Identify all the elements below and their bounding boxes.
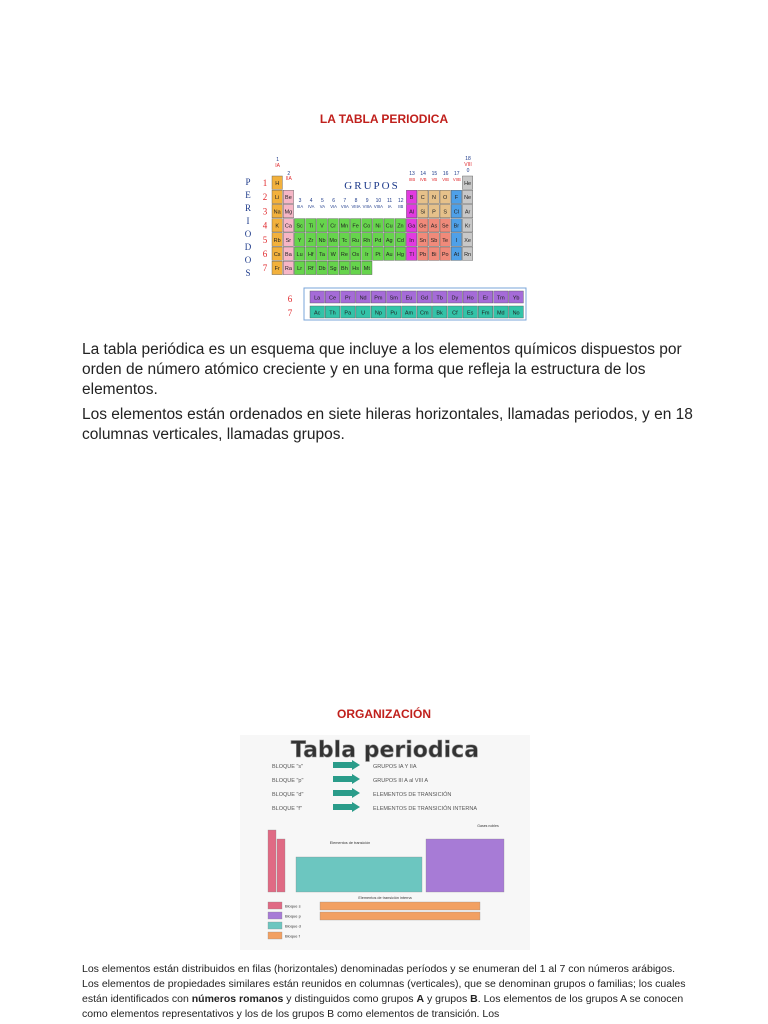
element-symbol: Tb <box>436 295 443 302</box>
element-symbol: Rf <box>308 266 314 273</box>
element-symbol: Sr <box>285 237 292 244</box>
arrow-icon <box>333 774 360 784</box>
element-symbol: Al <box>409 209 415 216</box>
footer-text-1: Los elementos están distribuidos en filas (horizontales) denominadas períodos y se enumeran del 1 al 7 con números arábigos. Los elementos de propiedades similares están reunidos en columnas (verticales), que se denominan grupos o familias; los cuales están identificados con <box>82 963 686 1005</box>
element-symbol: Sg <box>329 266 337 273</box>
element-symbol: Tm <box>496 295 505 302</box>
element-symbol: Dy <box>451 295 459 302</box>
element-symbol: Eu <box>405 295 413 302</box>
s-block-col2 <box>277 839 285 892</box>
block-desc: ELEMENTOS DE TRANSICIÓN INTERNA <box>373 806 478 812</box>
periodos-letter: S <box>245 268 251 278</box>
group-number: 11 <box>386 198 393 204</box>
element-symbol: Ba <box>285 252 292 258</box>
block-label: BLOQUE "p" <box>272 778 304 784</box>
group-number: 2 <box>287 171 291 177</box>
element-symbol: Ir <box>365 252 369 258</box>
element-symbol: Ar <box>464 209 471 216</box>
periodos-letter: R <box>244 203 252 213</box>
element-symbol: Db <box>318 266 326 273</box>
actinide-row-number: 7 <box>287 308 293 318</box>
element-symbol: Ra <box>284 266 292 273</box>
legend-swatch <box>268 912 282 919</box>
group-roman: IIB <box>398 204 404 209</box>
element-symbol: Bi <box>431 252 437 258</box>
group-number: 6 <box>332 198 335 204</box>
block-label: BLOQUE "d" <box>272 792 304 798</box>
element-symbol: Si <box>420 209 426 216</box>
element-symbol: In <box>409 237 414 244</box>
organization-image <box>240 735 530 950</box>
element-symbol: Kr <box>464 223 471 230</box>
group-roman: VIIA <box>340 204 349 209</box>
element-symbol: Gd <box>420 295 428 302</box>
element-symbol: Hf <box>308 252 314 258</box>
group-number: 17 <box>454 171 460 177</box>
element-symbol: Yb <box>512 295 520 302</box>
element-symbol: Nd <box>359 295 367 302</box>
legend-swatch <box>268 932 282 939</box>
periodos-letter: O <box>244 229 252 239</box>
element-symbol: Es <box>466 310 474 317</box>
element-symbol: Cu <box>385 223 393 230</box>
element-symbol: No <box>512 310 520 317</box>
grupos-label: GRUPOS <box>344 180 400 192</box>
footer-bold-2: A <box>416 993 425 1005</box>
group-roman: VIIB <box>452 177 461 182</box>
arrow-icon <box>333 788 360 798</box>
periodic-table-image <box>240 152 530 322</box>
element-symbol: B <box>409 195 414 202</box>
element-symbol: Xe <box>464 237 471 244</box>
footer-bold-1: números romanos <box>191 993 284 1005</box>
element-symbol: Re <box>340 252 348 258</box>
s-block-col1 <box>268 830 276 892</box>
element-symbol: K <box>275 223 280 230</box>
group-roman: IIA <box>285 176 292 182</box>
f-block-row2 <box>320 912 480 920</box>
block-desc: GRUPOS IA Y IIA <box>373 764 417 770</box>
period-number: 7 <box>262 263 268 274</box>
element-symbol: Li <box>275 195 280 202</box>
element-symbol: Er <box>482 295 489 302</box>
element-symbol: Au <box>385 252 393 258</box>
legend-label: Bloque d <box>285 923 301 929</box>
element-symbol: Ge <box>419 223 427 230</box>
element-symbol: F <box>454 195 459 202</box>
group-number: 4 <box>309 198 313 204</box>
element-symbol: Lr <box>297 266 303 273</box>
inner-transition-label: Elementos de transición interna <box>358 896 412 900</box>
element-symbol: H <box>275 181 280 187</box>
element-symbol: Np <box>374 310 382 317</box>
group-number: 10 <box>375 198 382 204</box>
legend-swatch <box>268 922 282 929</box>
group-number: 3 <box>298 198 302 204</box>
element-symbol: Tc <box>341 237 348 244</box>
group-roman: IIIA <box>296 204 304 209</box>
footer-bold-3: B <box>470 993 478 1005</box>
period-number: 5 <box>262 234 268 245</box>
footer-text-4: . Los elementos de los grupos A se conocen como elementos representativos y los de los grupos B como elementos de transición. Los <box>82 993 684 1020</box>
element-symbol: Pu <box>390 310 398 317</box>
element-symbol: Be <box>285 195 292 202</box>
lanthanide-row-number: 6 <box>287 294 293 304</box>
period-number: 3 <box>262 206 268 217</box>
element-symbol: Md <box>496 310 505 317</box>
element-symbol: Mn <box>340 223 349 230</box>
element-symbol: Os <box>352 252 360 258</box>
element-symbol: Mt <box>363 266 370 273</box>
period-number: 2 <box>262 192 268 203</box>
footer-paragraph <box>82 962 694 1022</box>
element-symbol: At <box>453 252 460 258</box>
group-roman: IA <box>387 204 392 209</box>
element-symbol: Pa <box>344 310 352 317</box>
element-symbol: He <box>464 181 472 187</box>
element-symbol: Pt <box>375 252 381 258</box>
element-symbol: Cl <box>453 209 460 216</box>
periodic-table-figure <box>240 152 530 322</box>
element-symbol: Cs <box>273 252 281 258</box>
element-symbol: Zn <box>397 223 404 230</box>
element-symbol: Bk <box>436 310 443 317</box>
group-roman: VIIIA <box>351 204 361 209</box>
period-number: 4 <box>262 220 268 231</box>
group-roman: VIIIA <box>362 204 372 209</box>
section-title: LA TABLA PERIODICA <box>319 112 449 126</box>
element-symbol: As <box>430 223 438 230</box>
element-symbol: Ga <box>407 223 416 230</box>
banner-title: Tabla periodica <box>290 738 480 763</box>
group-number: 18 <box>465 156 471 162</box>
element-symbol: Rb <box>273 237 281 244</box>
element-symbol: P <box>432 209 436 216</box>
element-symbol: Se <box>441 223 449 230</box>
element-symbol: Cr <box>330 223 337 230</box>
organization-title: ORGANIZACIÓN <box>337 707 431 721</box>
group-number: 8 <box>354 198 358 204</box>
element-symbol: Tl <box>409 252 414 258</box>
element-symbol: S <box>443 209 448 216</box>
element-symbol: Na <box>273 209 281 216</box>
element-symbol: Pd <box>374 237 382 244</box>
element-symbol: Te <box>442 237 449 244</box>
element-symbol: Zr <box>308 237 314 244</box>
group-roman: IIIB <box>408 177 416 182</box>
periodos-letter: E <box>245 190 251 200</box>
element-symbol: Ag <box>385 237 393 244</box>
element-symbol: Cm <box>420 310 429 317</box>
group-roman: VA <box>319 204 326 209</box>
element-symbol: N <box>432 195 436 202</box>
element-symbol: Br <box>453 223 460 230</box>
f-block-row1 <box>320 902 480 910</box>
element-symbol: Th <box>329 310 336 317</box>
element-symbol: Mo <box>329 237 338 244</box>
element-symbol: Pb <box>419 252 427 258</box>
element-symbol: Fr <box>274 266 280 273</box>
group-number: 0 <box>466 168 470 174</box>
group-roman: IA <box>275 163 280 169</box>
element-symbol: Lu <box>296 252 303 258</box>
element-symbol: Ho <box>466 295 474 302</box>
periodos-letter: I <box>246 216 250 226</box>
element-symbol: La <box>314 295 321 302</box>
group-number: 1 <box>276 157 279 163</box>
element-symbol: Cd <box>396 237 404 244</box>
element-symbol: Rh <box>363 237 371 244</box>
element-symbol: Sb <box>430 237 438 244</box>
element-symbol: Ce <box>328 295 337 302</box>
legend-label: Bloque s <box>285 903 301 909</box>
footer-text-2: y distinguidos como grupos <box>283 993 417 1005</box>
intro-paragraph: La tabla periódica es un esquema que incluye a los elementos químicos dispuestos por orden de número atómico creciente y en una forma que refleja la estructura de los elementos. <box>82 341 682 398</box>
group-number: 12 <box>398 198 404 204</box>
element-symbol: Mg <box>284 209 293 216</box>
element-symbol: Nb <box>318 237 326 244</box>
group-roman: VIII <box>464 162 472 168</box>
element-symbol: Sm <box>389 295 398 302</box>
structure-paragraph: Los elementos están ordenados en siete hileras horizontales, llamadas periodos, y en 18 columnas verticales, llamadas grupos. <box>82 406 693 443</box>
periodos-letter: O <box>244 255 252 265</box>
element-symbol: Ac <box>313 310 321 317</box>
group-number: 13 <box>409 171 415 177</box>
element-symbol: Cf <box>452 310 458 317</box>
element-symbol: Ni <box>375 223 381 230</box>
group-roman: IVB <box>419 177 427 182</box>
period-number: 1 <box>262 178 268 188</box>
element-symbol: Am <box>404 310 414 317</box>
block-desc: GRUPOS III A al VIII A <box>373 778 429 784</box>
element-symbol: U <box>361 310 366 317</box>
group-number: 7 <box>343 198 347 204</box>
element-symbol: V <box>320 223 324 230</box>
element-symbol: Po <box>441 252 449 258</box>
element-symbol: Pm <box>374 295 383 302</box>
element-symbol: Sn <box>419 237 427 244</box>
group-number: 14 <box>420 171 426 177</box>
group-roman: VB <box>431 177 438 182</box>
gases-label: Gases nobles <box>477 824 499 828</box>
group-roman: VIB <box>442 177 449 182</box>
arrow-icon <box>333 802 360 812</box>
element-symbol: I <box>455 237 458 244</box>
element-symbol: Sc <box>296 223 303 230</box>
element-symbol: C <box>420 195 425 202</box>
periodos-letter: P <box>245 177 251 187</box>
footer-text-3: y grupos <box>424 993 471 1005</box>
element-symbol: Fe <box>352 223 359 230</box>
element-symbol: Ca <box>284 223 292 230</box>
p-block <box>426 839 504 892</box>
element-symbol: Bh <box>341 266 348 273</box>
legend-swatch <box>268 902 282 909</box>
element-symbol: Pr <box>345 295 351 302</box>
d-block <box>296 857 422 892</box>
group-number: 9 <box>365 198 369 204</box>
group-roman: VIIIA <box>373 204 383 209</box>
element-symbol: Fm <box>481 310 490 317</box>
element-symbol: Ta <box>319 252 325 258</box>
element-symbol: Ne <box>464 195 472 202</box>
legend-label: Bloque p <box>285 913 301 919</box>
period-number: 6 <box>262 249 268 259</box>
legend-label: Bloque f <box>285 933 300 939</box>
group-roman: IVA <box>307 204 315 209</box>
group-number: 5 <box>321 198 324 204</box>
block-label: BLOQUE "f" <box>272 806 302 812</box>
group-roman: VIA <box>330 204 337 209</box>
element-symbol: Ti <box>308 223 313 230</box>
group-number: 15 <box>431 171 438 177</box>
element-symbol: Rn <box>464 252 472 258</box>
block-label: BLOQUE "s" <box>272 764 304 770</box>
periodos-letter: D <box>244 242 252 252</box>
block-desc: ELEMENTOS DE TRANSICIÓN <box>373 792 452 798</box>
element-symbol: O <box>443 195 448 202</box>
element-symbol: Ru <box>352 237 360 244</box>
element-symbol: Y <box>297 237 302 244</box>
transition-label: Elementos de transición <box>329 841 371 845</box>
element-symbol: Hg <box>396 252 404 258</box>
group-number: 16 <box>442 171 449 177</box>
element-symbol: Co <box>363 223 371 230</box>
element-symbol: Hs <box>352 266 359 273</box>
element-symbol: W <box>330 252 336 258</box>
organization-figure <box>240 735 530 950</box>
